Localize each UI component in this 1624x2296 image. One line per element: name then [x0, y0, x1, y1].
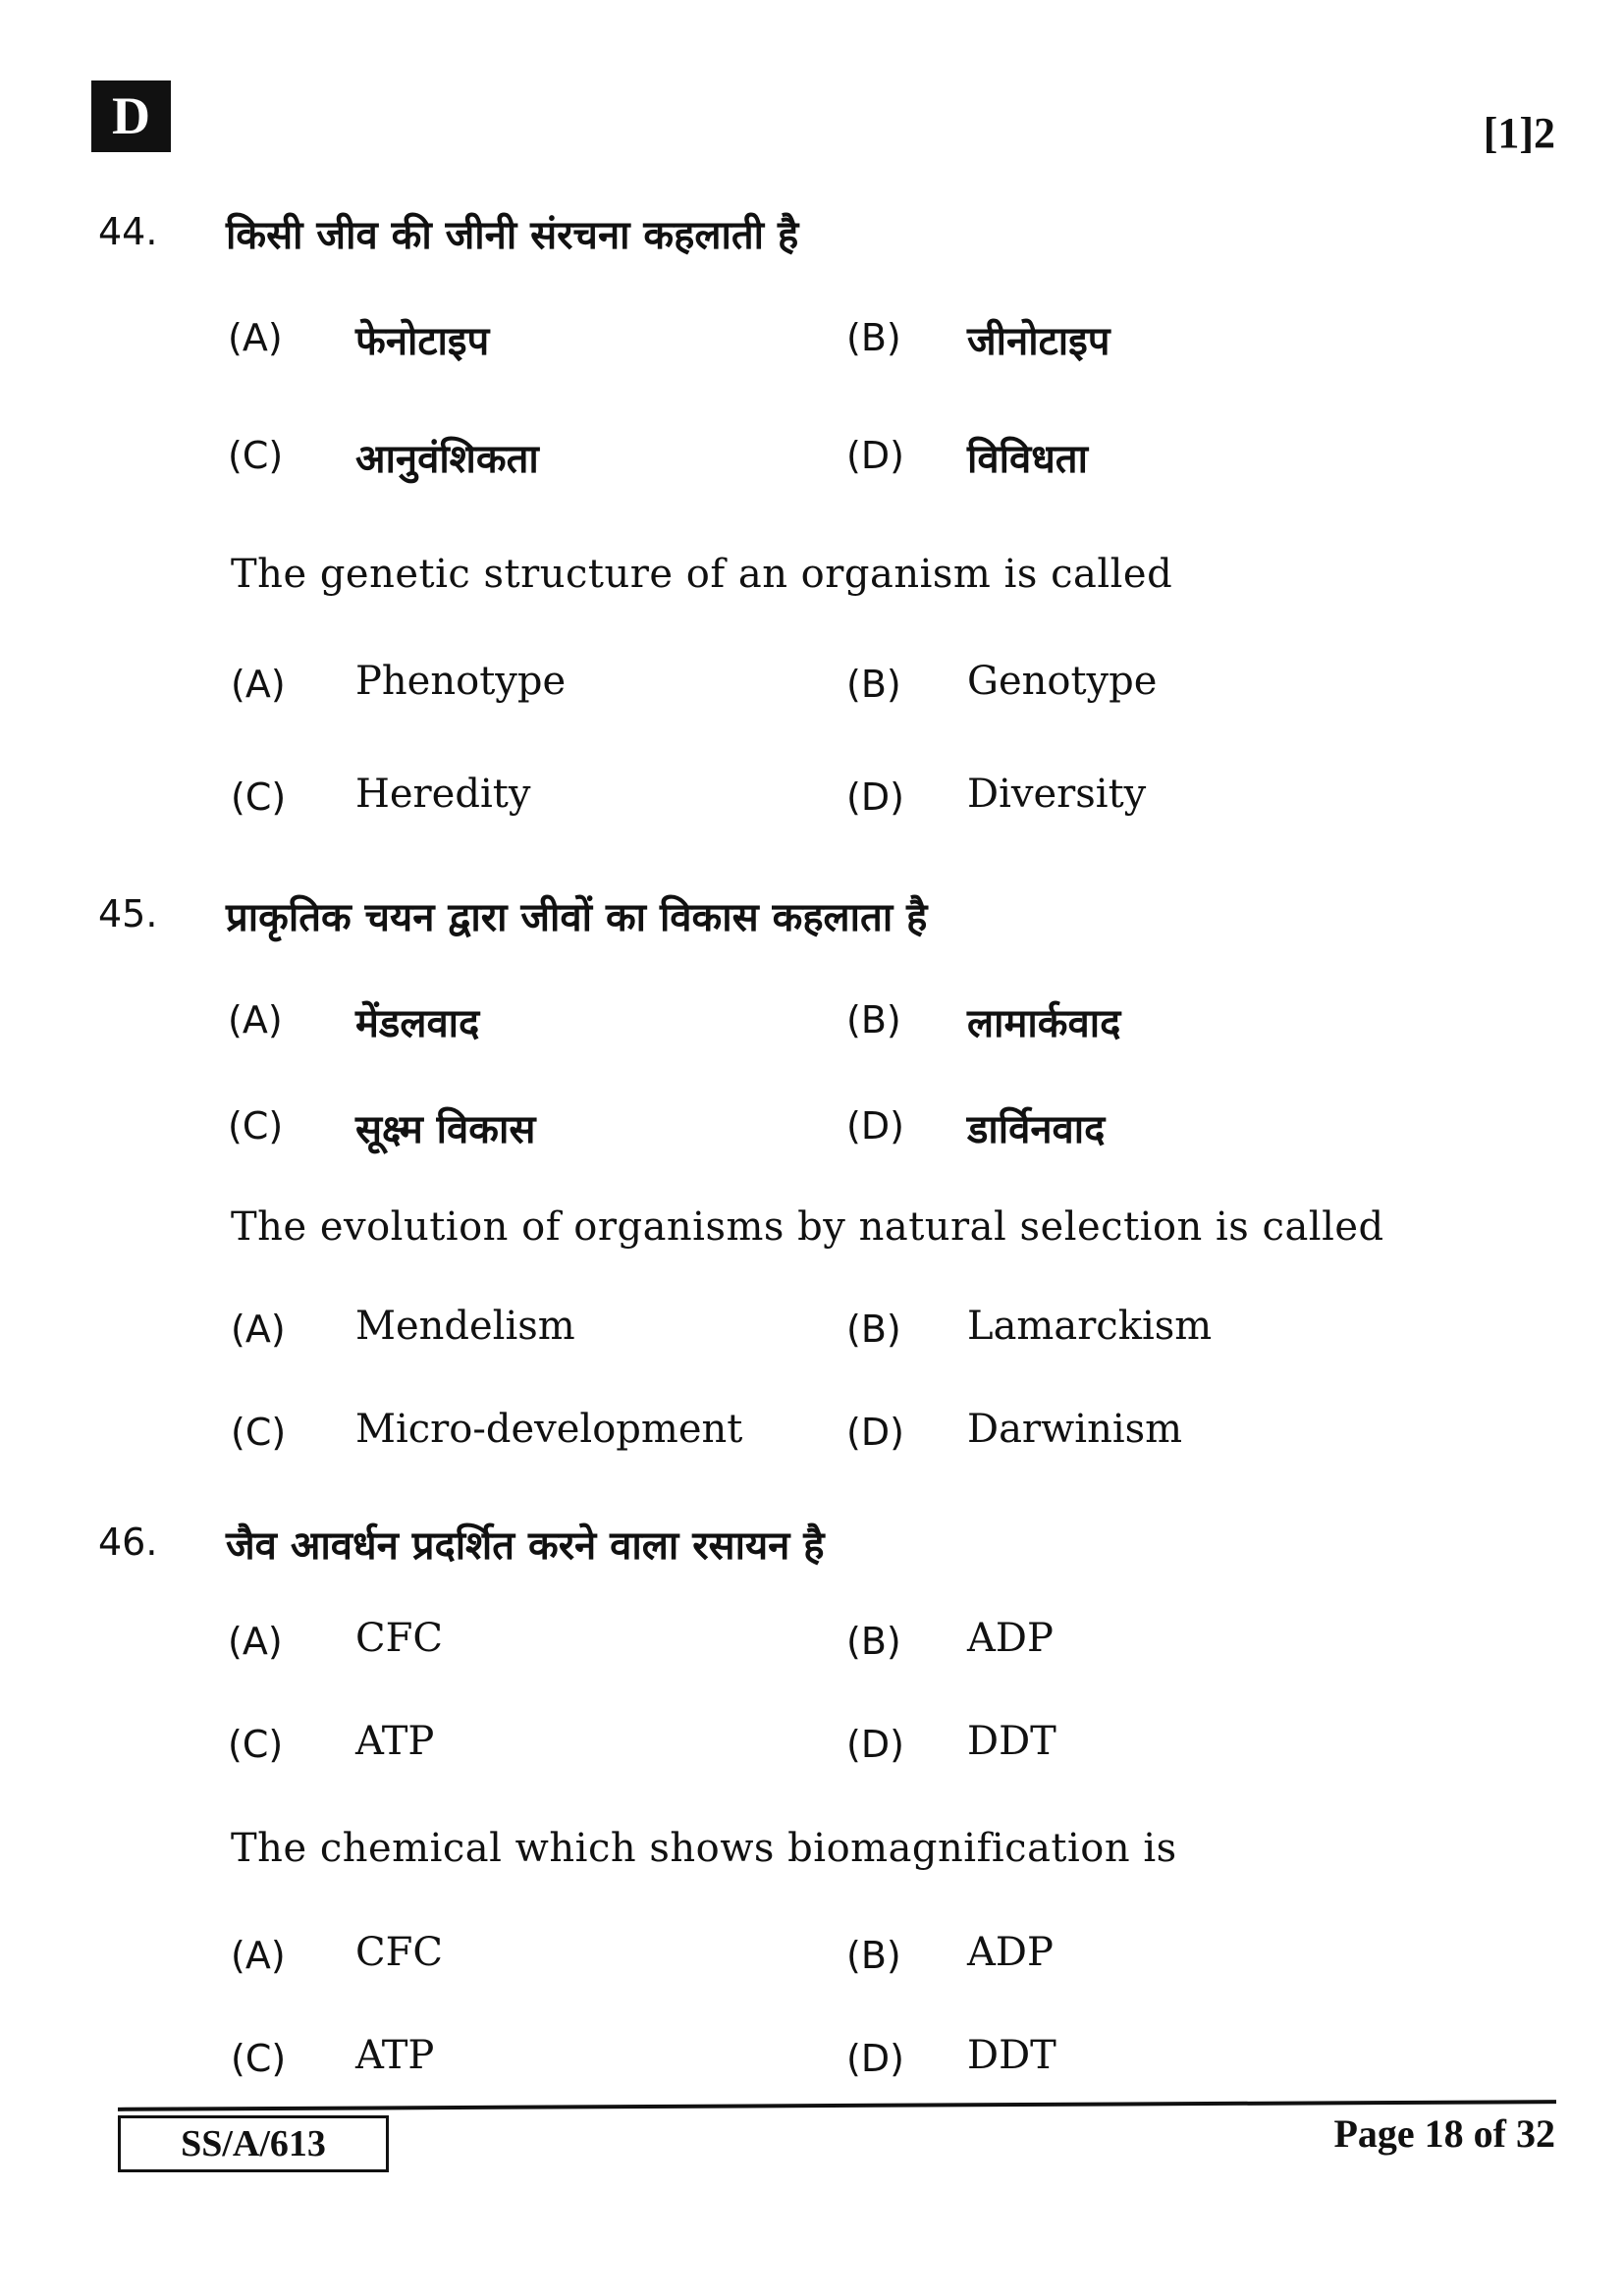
option-label: (A) [231, 1308, 286, 1351]
option-label: (D) [846, 1723, 904, 1766]
question-text-english: The evolution of organisms by natural selection is called [231, 1204, 1384, 1250]
option-text-hindi: आनुवंशिकता [355, 437, 539, 482]
page-number: Page 18 of 32 [1333, 2111, 1555, 2156]
option-text-hindi: लामार्कवाद [967, 1001, 1121, 1046]
option-text-english: CFC [355, 1930, 443, 1975]
option-label: (C) [231, 1411, 287, 1454]
question-number: 46. [98, 1521, 158, 1564]
option-text-hindi: जीनोटाइप [967, 319, 1110, 364]
option-text-hindi: विविधता [967, 437, 1088, 482]
question-text-english: The chemical which shows biomagnification is [231, 1826, 1177, 1871]
option-label: (B) [846, 1934, 901, 1977]
option-label: (B) [846, 998, 901, 1041]
question-text-hindi: प्राकृतिक चयन द्वारा जीवों का विकास कहलाता है [226, 895, 928, 940]
set-label-badge: D [91, 80, 171, 152]
question-text-hindi: किसी जीव की जीनी संरचना कहलाती है [226, 213, 799, 258]
option-label: (C) [228, 1104, 284, 1148]
option-text-english: Mendelism [355, 1304, 575, 1349]
option-label: (B) [846, 316, 901, 359]
option-label: (B) [846, 1308, 901, 1351]
question-text-hindi: जैव आवर्धन प्रदर्शित करने वाला रसायन है [226, 1523, 825, 1569]
option-text-english: ATP [355, 2033, 435, 2078]
question-text-english: The genetic structure of an organism is called [231, 552, 1173, 597]
option-text-english: Heredity [355, 772, 531, 817]
option-label: (C) [228, 1723, 284, 1766]
option-label: (A) [231, 1934, 286, 1977]
option-label: (D) [846, 1104, 904, 1148]
question-number: 45. [98, 892, 158, 935]
option-text-english: Micro-development [355, 1407, 743, 1452]
option-text-english: Phenotype [355, 659, 567, 704]
option-label: (D) [846, 1411, 904, 1454]
option-label: (C) [231, 2037, 287, 2080]
option-text-hindi: फेनोटाइप [355, 319, 490, 364]
option-text-hindi: ADP [967, 1616, 1054, 1661]
option-text-hindi: ATP [355, 1719, 435, 1764]
page-marker: [1]2 [1483, 109, 1555, 157]
option-label: (A) [228, 316, 283, 359]
option-label: (D) [846, 434, 904, 477]
option-label: (A) [228, 1620, 283, 1663]
option-label: (A) [231, 663, 286, 706]
option-text-hindi: DDT [967, 1719, 1056, 1764]
option-text-hindi: CFC [355, 1616, 443, 1661]
option-text-hindi: डार्विनवाद [967, 1107, 1106, 1152]
option-text-english: Darwinism [967, 1407, 1183, 1452]
option-text-english: DDT [967, 2033, 1056, 2078]
option-label: (D) [846, 2037, 904, 2080]
option-text-hindi: मेंडलवाद [355, 1001, 480, 1046]
option-label: (C) [228, 434, 284, 477]
option-text-english: Diversity [967, 772, 1147, 817]
option-label: (C) [231, 775, 287, 819]
option-text-english: Genotype [967, 659, 1158, 704]
question-number: 44. [98, 210, 158, 253]
option-label: (A) [228, 998, 283, 1041]
option-text-english: Lamarckism [967, 1304, 1213, 1349]
option-label: (B) [846, 1620, 901, 1663]
option-label: (D) [846, 775, 904, 819]
option-text-english: ADP [967, 1930, 1054, 1975]
option-label: (B) [846, 663, 901, 706]
option-text-hindi: सूक्ष्म विकास [355, 1107, 536, 1152]
paper-code: SS/A/613 [118, 2115, 389, 2172]
